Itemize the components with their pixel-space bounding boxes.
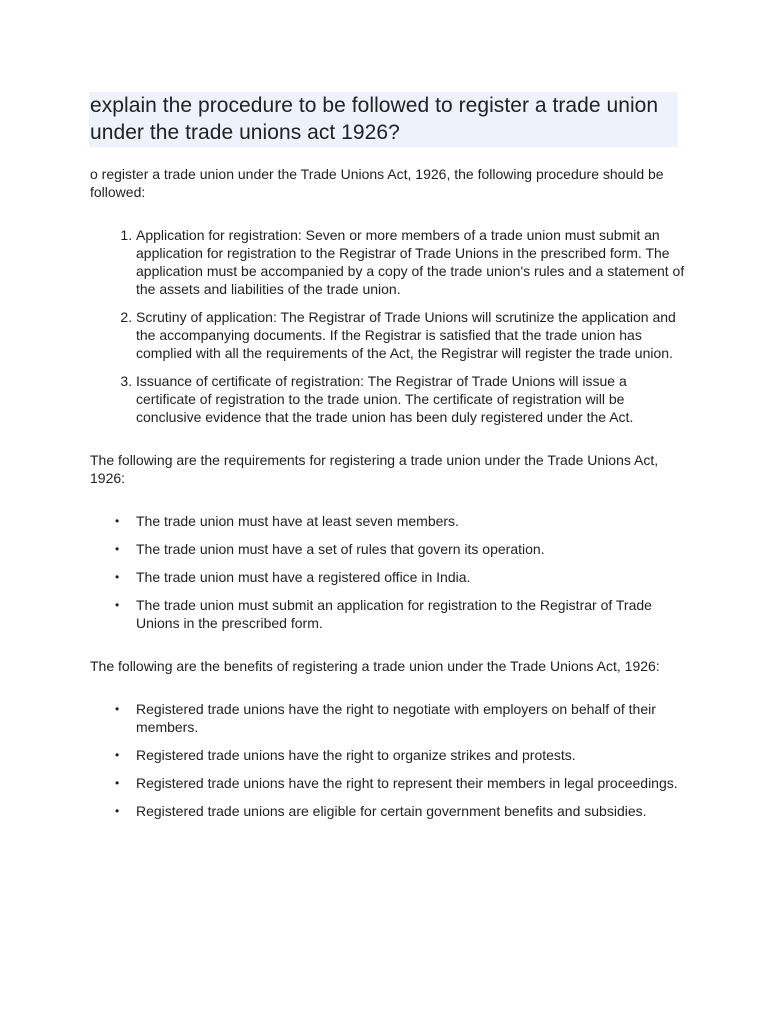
- requirements-list: [90, 512, 690, 632]
- bullet-icon: •: [115, 702, 120, 716]
- requirement-item: [115, 512, 690, 530]
- bullet-icon: •: [115, 542, 120, 556]
- requirement-text: The trade union must submit an application for registration to the Registrar of Trade Unions in the prescribed form.: [136, 597, 652, 631]
- requirement-text: The trade union must have a registered office in India.: [136, 569, 471, 585]
- benefit-text: Registered trade unions have the right to negotiate with employers on behalf of their members.: [136, 701, 656, 735]
- benefit-item: [115, 802, 690, 820]
- procedure-steps-list: [90, 226, 690, 426]
- benefit-item: [115, 746, 690, 764]
- procedure-step: 3. Issuance of certificate of registration: The Registrar of Trade Unions will issue a certificate of registration to the trade union. The certificate of registration will be conclusive evidence that the trade union has been duly registered under the Act.: [136, 372, 690, 426]
- intro-paragraph: o register a trade union under the Trade Unions Act, 1926, the following procedure should be followed:: [90, 166, 664, 200]
- benefits-list: [90, 700, 690, 820]
- requirement-item: [115, 568, 690, 586]
- benefit-item: [115, 774, 690, 792]
- requirement-item: [115, 540, 690, 558]
- requirement-text: The trade union must have a set of rules that govern its operation.: [136, 541, 545, 557]
- answer-body: [90, 165, 690, 845]
- benefit-text: Registered trade unions have the right to organize strikes and protests.: [136, 747, 576, 763]
- bullet-icon: •: [115, 598, 120, 612]
- benefits-heading: The following are the benefits of registering a trade union under the Trade Unions Act, 1926:: [90, 658, 660, 674]
- bullet-icon: •: [115, 748, 120, 762]
- requirement-item: [115, 596, 690, 632]
- question-box: [89, 92, 678, 147]
- benefit-text: Registered trade unions have the right to represent their members in legal proceedings.: [136, 775, 678, 791]
- requirement-text: The trade union must have at least seven members.: [136, 513, 459, 529]
- requirements-heading: The following are the requirements for registering a trade union under the Trade Unions Act, 1926:: [90, 452, 659, 486]
- question-title: explain the procedure to be followed to register a trade union under the trade unions act 1926?: [90, 94, 659, 144]
- bullet-icon: •: [115, 776, 120, 790]
- bullet-icon: •: [115, 804, 120, 818]
- procedure-step: 1. Application for registration: Seven or more members of a trade union must submit an application for registration to the Registrar of Trade Unions in the prescribed form. The application must be accompanied by a copy of the trade union's rules and a statement of the assets and liabilities of the trade union.: [136, 226, 690, 298]
- procedure-step: 2. Scrutiny of application: The Registrar of Trade Unions will scrutinize the application and the accompanying documents. If the Registrar is satisfied that the trade union has complied with all the requirements of the Act, the Registrar will register the trade union.: [136, 308, 690, 362]
- benefit-item: [115, 700, 690, 736]
- bullet-icon: •: [115, 514, 120, 528]
- benefit-text: Registered trade unions are eligible for certain government benefits and subsidies.: [136, 803, 647, 819]
- bullet-icon: •: [115, 570, 120, 584]
